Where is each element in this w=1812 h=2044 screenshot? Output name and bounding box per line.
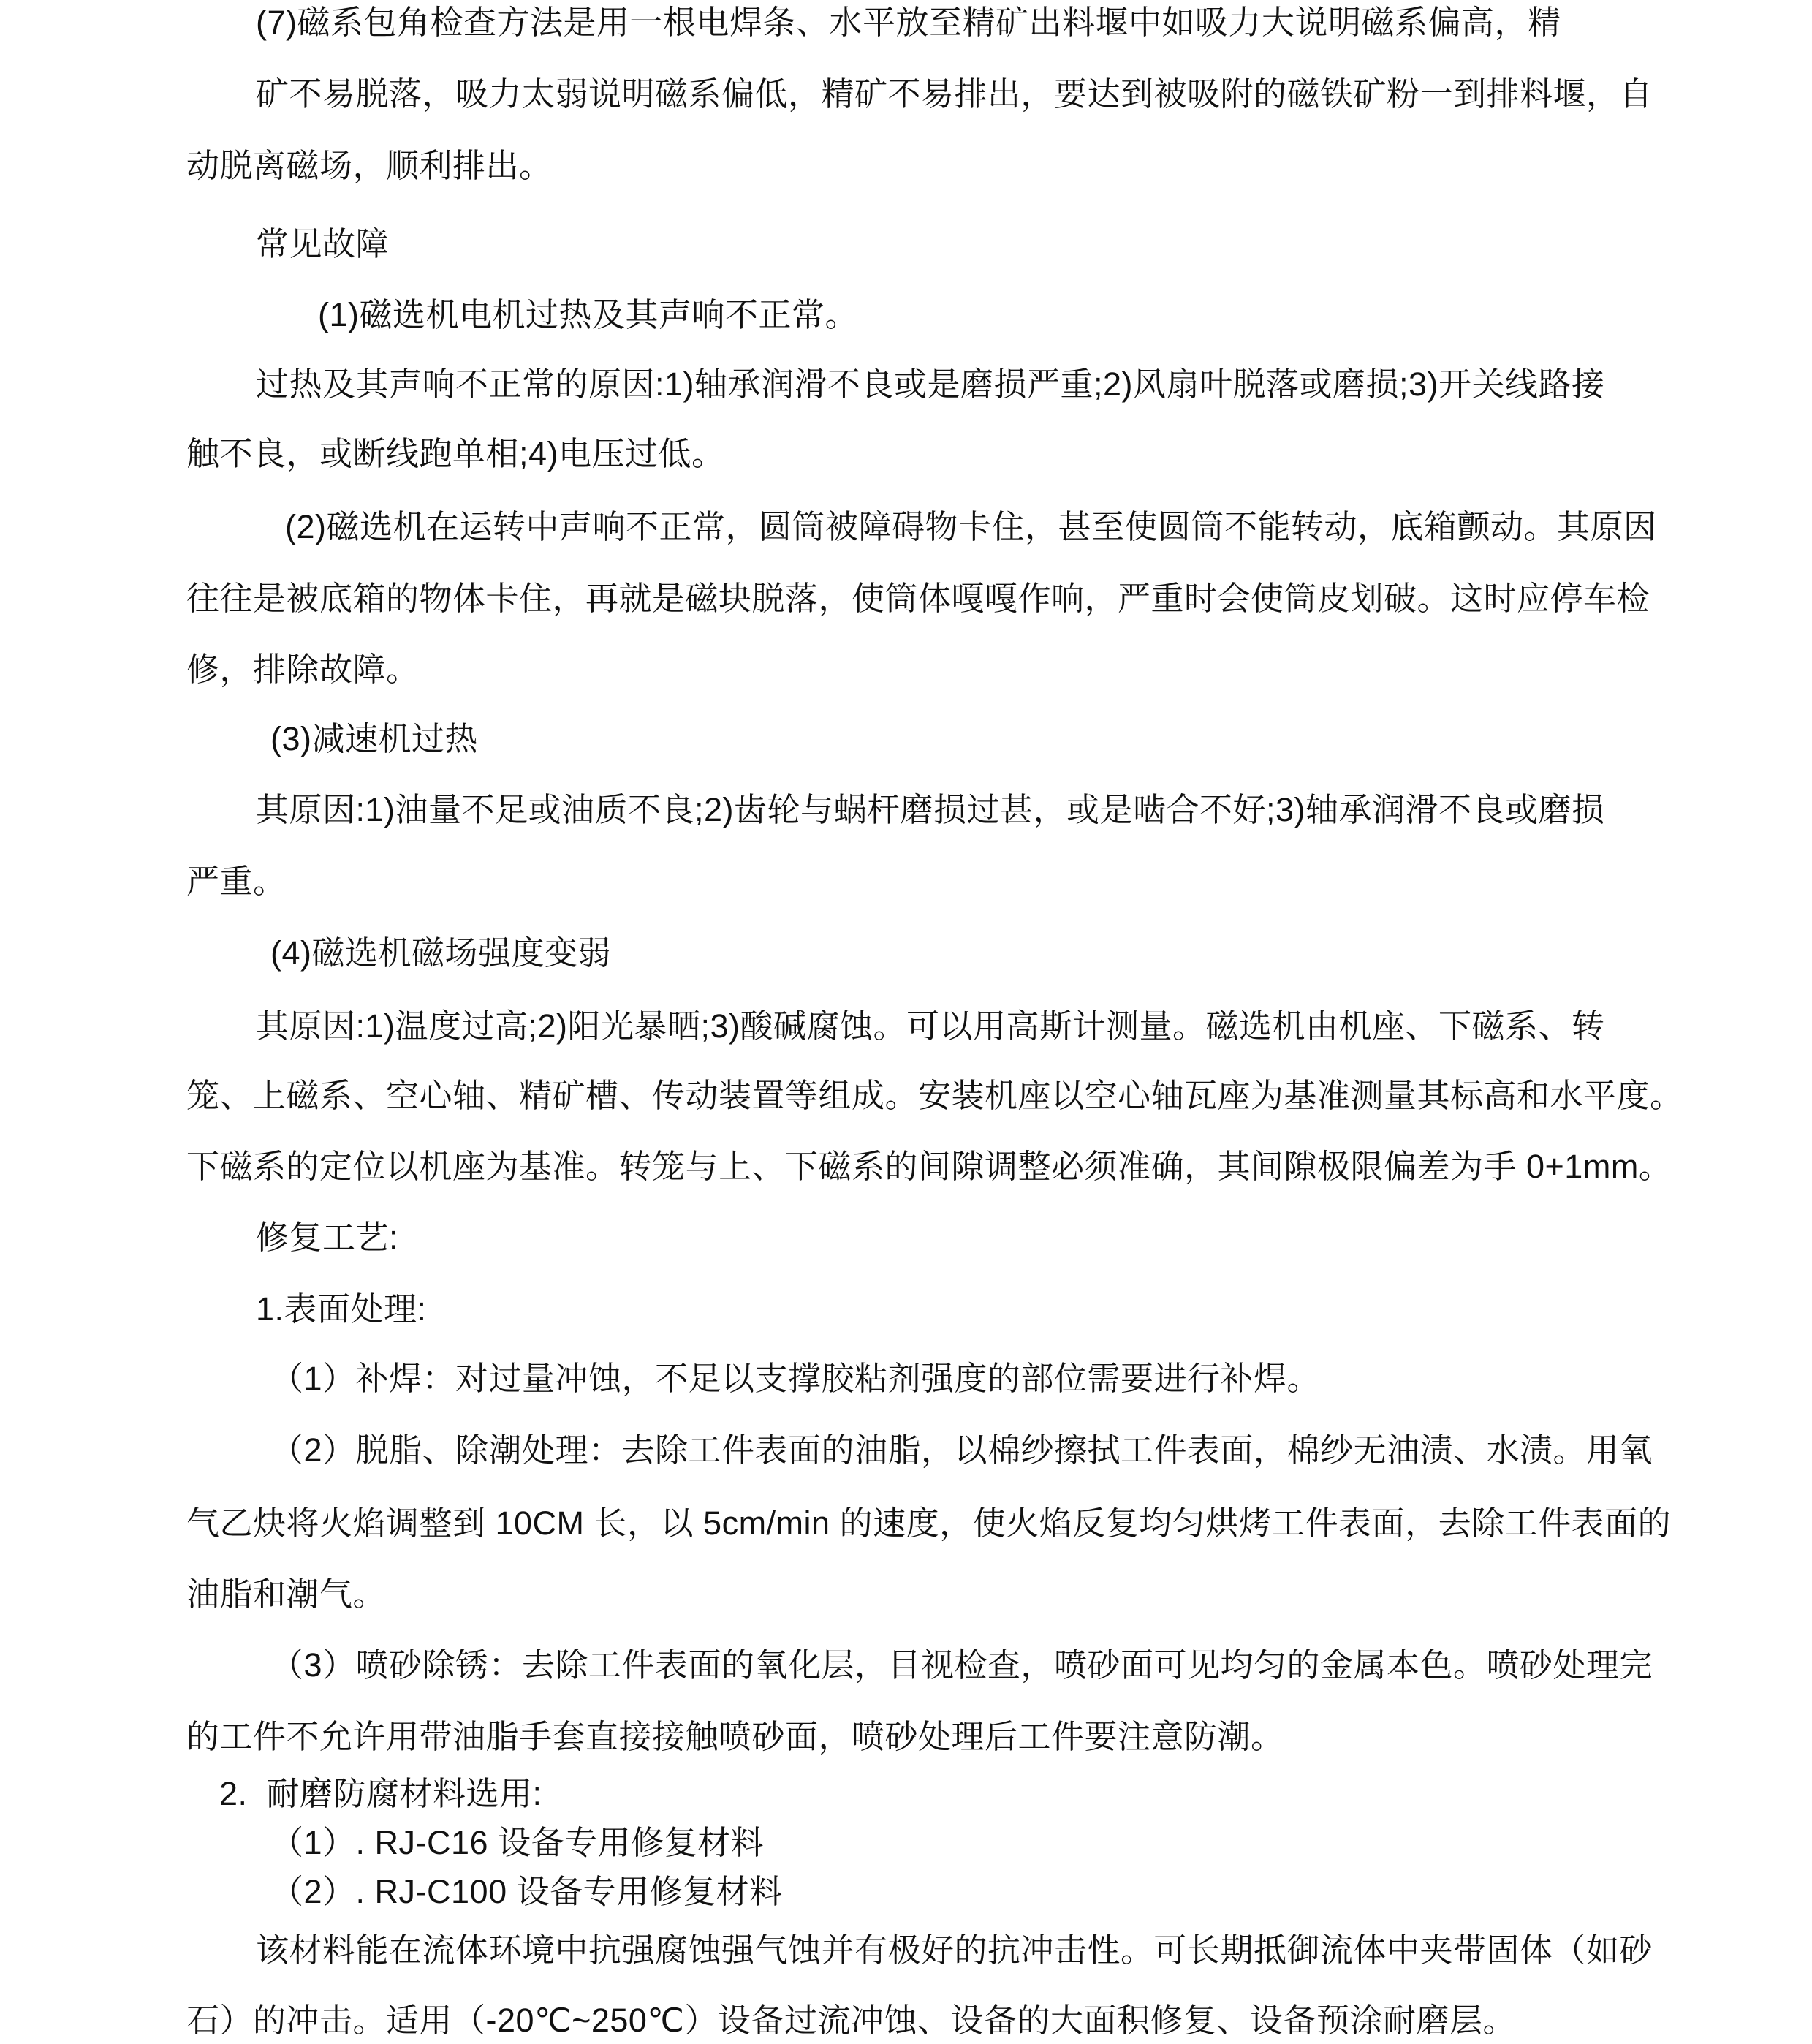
- text-line: （2）. RJ-C100 设备专用修复材料: [270, 1873, 783, 1910]
- text-line: （1）补焊：对过量冲蚀，不足以支撑胶粘剂强度的部位需要进行补焊。: [270, 1360, 1321, 1397]
- text-line: (7)磁系包角检查方法是用一根电焊条、水平放至精矿出料堰中如吸力大说明磁系偏高，精: [256, 4, 1561, 41]
- text-line: 油脂和潮气。: [186, 1575, 387, 1613]
- text-line: 1.表面处理:: [256, 1290, 427, 1328]
- text-line: （3）喷砂除锈：去除工件表面的氧化层，目视检查，喷砂面可见均匀的金属本色。喷砂处理完: [270, 1646, 1653, 1684]
- document-text-layer: [186, 0, 1710, 2044]
- text-line: 修，排除故障。: [186, 651, 420, 688]
- text-line: （1）. RJ-C16 设备专用修复材料: [270, 1824, 765, 1861]
- text-line: 往往是被底箱的物体卡住，再就是磁块脱落，使筒体嘎嘎作响，严重时会使筒皮划破。这时应停车检: [186, 580, 1650, 617]
- text-line: 严重。: [186, 863, 287, 900]
- text-line: 常见故障: [256, 225, 390, 262]
- text-line: (1)磁选机电机过热及其声响不正常。: [318, 296, 858, 333]
- text-line: 该材料能在流体环境中抗强腐蚀强气蚀并有极好的抗冲击性。可长期抵御流体中夹带固体（如砂: [256, 1931, 1653, 1969]
- text-line: (2)磁选机在运转中声响不正常，圆筒被障碍物卡住，甚至使圆筒不能转动，底箱颤动。其原因: [285, 508, 1657, 545]
- text-line: (3)减速机过热: [270, 720, 478, 757]
- text-line: 矿不易脱落，吸力太弱说明磁系偏低，精矿不易排出，要达到被吸附的磁铁矿粉一到排料堰，自: [256, 75, 1653, 113]
- text-line: 动脱离磁场，顺利排出。: [186, 147, 553, 184]
- text-line: 触不良，或断线跑单相;4)电压过低。: [186, 435, 725, 472]
- text-line: 下磁系的定位以机座为基准。转笼与上、下磁系的间隙调整必须准确，其间隙极限偏差为手 0+1mm。: [186, 1148, 1672, 1185]
- text-line: 笼、上磁系、空心轴、精矿槽、传动装置等组成。安装机座以空心轴瓦座为基准测量其标高和水平度。: [186, 1077, 1683, 1114]
- text-line: (4)磁选机磁场强度变弱: [270, 934, 611, 972]
- text-line: 气乙炔将火焰调整到 10CM 长，以 5cm/min 的速度，使火焰反复均匀烘烤工件表面，去除工件表面的: [186, 1504, 1672, 1542]
- text-line: 石）的冲击。适用（-20℃~250℃）设备过流冲蚀、设备的大面积修复、设备预涂耐磨层。: [186, 2002, 1516, 2039]
- text-line: 其原因:1)温度过高;2)阳光暴晒;3)酸碱腐蚀。可以用高斯计测量。磁选机由机座、下磁系、转: [256, 1007, 1605, 1045]
- text-line: 过热及其声响不正常的原因:1)轴承润滑不良或是磨损严重;2)风扇叶脱落或磨损;3)开关线路接: [256, 366, 1605, 403]
- text-line: 其原因:1)油量不足或油质不良;2)齿轮与蜗杆磨损过甚，或是啮合不好;3)轴承润滑不良或磨损: [256, 791, 1605, 828]
- text-line: 的工件不允许用带油脂手套直接接触喷砂面，喷砂处理后工件要注意防潮。: [186, 1718, 1284, 1755]
- text-line: （2）脱脂、除潮处理：去除工件表面的油脂，以棉纱擦拭工件表面，棉纱无油渍、水渍。用氧: [270, 1431, 1653, 1469]
- text-line: 修复工艺:: [256, 1219, 399, 1256]
- text-line: 2. 耐磨防腐材料选用:: [219, 1775, 542, 1812]
